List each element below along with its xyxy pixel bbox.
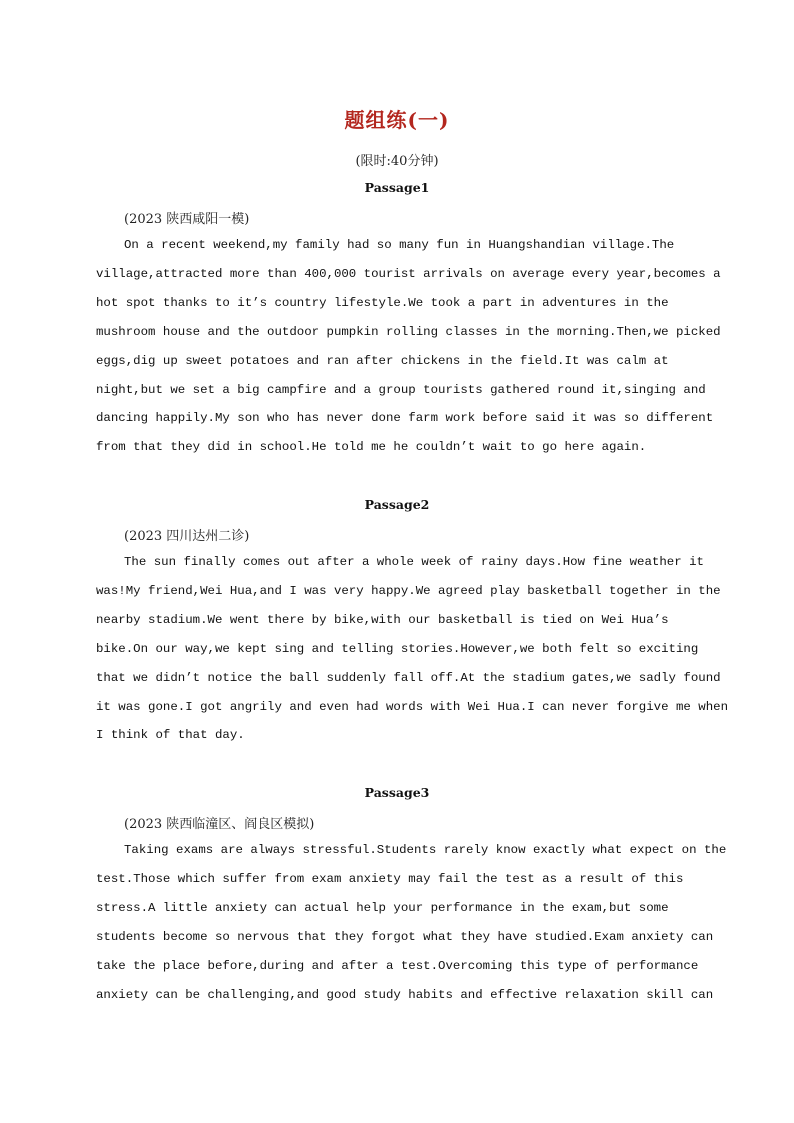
passage-2-title: Passage2 <box>364 497 430 512</box>
passage-3-title: Passage3 <box>364 785 430 800</box>
passage-line: students become so nervous that they forgot what they have studied.Exam anxiety can <box>96 929 714 944</box>
passage-line: bike.On our way,we kept sing and telling stories.However,we both felt so exciting <box>96 641 699 656</box>
passage-line: take the place before,during and after a test.Overcoming this type of performance <box>96 958 699 973</box>
passage-line: The sun finally comes out after a whole week of rainy days.How fine weather it <box>124 555 704 569</box>
passage-line: stress.A little anxiety can actual help your performance in the exam,but some <box>96 900 669 915</box>
passage-line: that we didn’t notice the ball suddenly fall off.At the stadium gates,we sadly found <box>96 670 721 685</box>
passage-line: test.Those which suffer from exam anxiety may fail the test as a result of this <box>96 871 684 886</box>
passage-2-source: (2023 四川达州二诊) <box>124 529 250 544</box>
passage-1-text <box>96 231 721 462</box>
passage-line: On a recent weekend,my family had so many fun in Huangshandian village.The <box>124 238 675 252</box>
passage-line: dancing happily.My son who has never done farm work before said it was so different <box>96 411 714 426</box>
passage-line: village,attracted more than 400,000 tourist arrivals on average every year,becomes a <box>96 266 721 281</box>
passage-line: night,but we set a big campfire and a group tourists gathered round it,singing and <box>96 382 706 397</box>
passage-line: mushroom house and the outdoor pumpkin rolling classes in the morning.Then,we picked <box>96 324 721 339</box>
page-title: 题组练(一) <box>344 108 450 132</box>
passage-1-title: Passage1 <box>364 180 430 195</box>
passage-line: from that they did in school.He told me he couldn’t wait to go here again. <box>96 440 647 455</box>
passage-line: nearby stadium.We went there by bike,with our basketball is tied on Wei Hua’s <box>96 612 669 627</box>
passage-3-source: (2023 陕西临潼区、阎良区模拟) <box>124 817 315 832</box>
passage-line: eggs,dig up sweet potatoes and ran after chickens in the field.It was calm at <box>96 353 669 368</box>
passage-line: hot spot thanks to it’s country lifestyle.We took a part in adventures in the <box>96 295 669 310</box>
passage-2-text <box>96 548 729 750</box>
passage-line: it was gone.I got angrily and even had words with Wei Hua.I can never forgive me when <box>96 699 729 714</box>
passage-3-text <box>96 836 727 1009</box>
passage-line: I think of that day. <box>96 728 245 743</box>
time-limit: (限时:40分钟) <box>355 154 439 169</box>
passage-line: Taking exams are always stressful.Students rarely know exactly what expect on the <box>124 843 727 857</box>
passage-1-source: (2023 陕西咸阳一模) <box>124 212 250 227</box>
passage-line: was!My friend,Wei Hua,and I was very happy.We agreed play basketball together in the <box>96 583 721 598</box>
passage-line: anxiety can be challenging,and good study habits and effective relaxation skill can <box>96 987 714 1002</box>
